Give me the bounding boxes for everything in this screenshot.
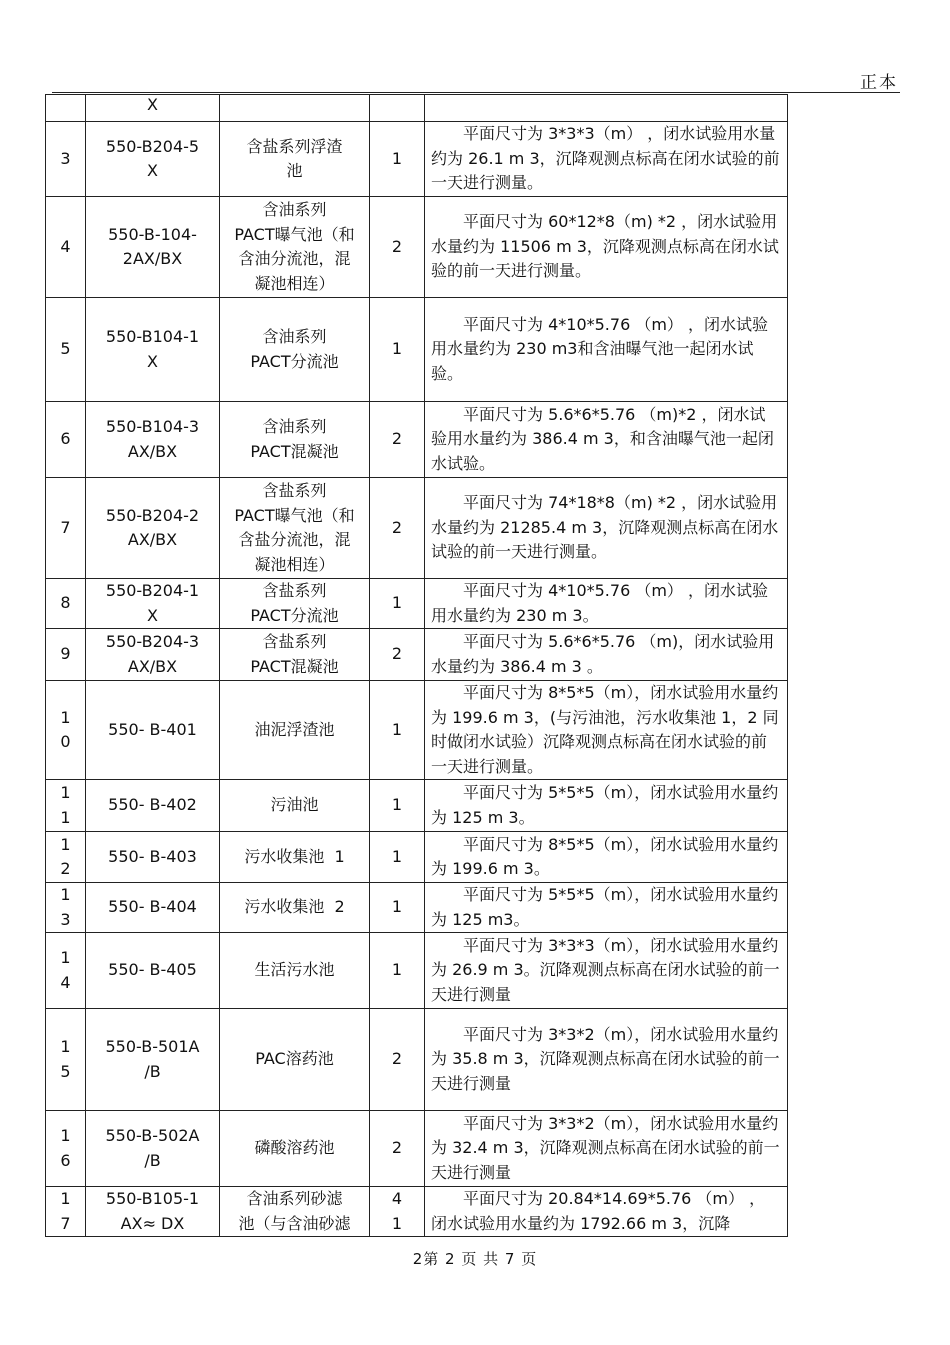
table-row <box>46 298 788 402</box>
item-description <box>425 478 788 579</box>
row-number <box>46 95 86 122</box>
row-number: 5 <box>46 298 86 402</box>
row-number: 1 7 <box>46 1187 86 1237</box>
item-quantity: 2 <box>370 478 425 579</box>
item-code: 550- B-403 <box>86 832 220 883</box>
table-row <box>46 933 788 1009</box>
item-name: 油泥浮渣池 <box>220 681 370 780</box>
item-name <box>220 95 370 122</box>
item-code: 550-B-502A /B <box>86 1111 220 1187</box>
item-code: 550- B-401 <box>86 681 220 780</box>
description-text: 平面尺寸为 8*5*5（m），闭水试验用水量约为 199.6 m 3。 <box>431 834 779 878</box>
item-description <box>425 1187 788 1237</box>
item-code: 550- B-402 <box>86 780 220 832</box>
table-row <box>46 1009 788 1111</box>
table-row <box>46 402 788 478</box>
item-code: 550-B-104- 2AX/BX <box>86 197 220 298</box>
item-name: 含油系列 PACT混凝池 <box>220 402 370 478</box>
description-text: 平面尺寸为 3*3*2（m），闭水试验用水量约为 32.4 m 3，沉降观测点标高在闭水试验的前一天进行测量 <box>431 1113 780 1182</box>
item-description <box>425 933 788 1009</box>
description-text: 平面尺寸为 60*12*8（m) *2 ，闭水试验用水量约为 11506 m 3，沉降观测点标高在闭水试验的前一天进行测量。 <box>431 212 779 281</box>
item-quantity: 2 <box>370 629 425 681</box>
item-code: 550-B204-2 AX/BX <box>86 478 220 579</box>
item-description <box>425 883 788 933</box>
table-row <box>46 122 788 197</box>
table-row <box>46 629 788 681</box>
document-header-label: 正本 <box>860 73 898 93</box>
table-row <box>46 478 788 579</box>
table-row <box>46 95 788 122</box>
item-quantity: 1 <box>370 933 425 1009</box>
description-text: 平面尺寸为 5*5*5（m），闭水试验用水量约为 125 m 3。 <box>431 783 779 827</box>
description-text: 平面尺寸为 20.84*14.69*5.76 （m） ，闭水试验用水量约为 1792.66 m 3，沉降 <box>431 1189 766 1233</box>
item-code: 550-B204-1 X <box>86 579 220 629</box>
item-description <box>425 197 788 298</box>
row-number: 6 <box>46 402 86 478</box>
item-quantity: 2 <box>370 402 425 478</box>
item-code: X <box>86 95 220 122</box>
item-description <box>425 1009 788 1111</box>
item-name: 污水收集池 1 <box>220 832 370 883</box>
row-number: 4 <box>46 197 86 298</box>
description-text: 平面尺寸为 3*3*3（m），闭水试验用水量约为 26.9 m 3。沉降观测点标高在闭水试验的前一天进行测量 <box>431 935 780 1004</box>
description-text: 平面尺寸为 4*10*5.76 （m） ，闭水试验用水量约为 230 m3和含油曝气池一起闭水试验。 <box>431 314 769 383</box>
item-description <box>425 402 788 478</box>
item-description <box>425 832 788 883</box>
description-text: 平面尺寸为 5.6*6*5.76 （m)*2 ，闭水试验用水量约为 386.4 m 3，和含油曝气池一起闭水试验。 <box>431 404 774 473</box>
page-footer: 2第 2 页 共 7 页 <box>412 1250 538 1268</box>
item-code: 550-B204-3 AX/BX <box>86 629 220 681</box>
item-quantity: 2 <box>370 197 425 298</box>
row-number: 1 0 <box>46 681 86 780</box>
description-text: 平面尺寸为 5.6*6*5.76 （m)，闭水试验用水量约为 386.4 m 3 。 <box>431 632 775 676</box>
item-description <box>425 122 788 197</box>
description-text: 平面尺寸为 74*18*8（m) *2 ，闭水试验用水量约为 21285.4 m 3，沉降观测点标高在闭水试验的前一天进行测量。 <box>431 493 779 562</box>
row-number: 8 <box>46 579 86 629</box>
item-code: 550-B104-1 X <box>86 298 220 402</box>
item-description <box>425 629 788 681</box>
item-quantity: 2 <box>370 1111 425 1187</box>
table-row <box>46 579 788 629</box>
row-number: 1 1 <box>46 780 86 832</box>
item-quantity: 1 <box>370 681 425 780</box>
item-name: 含盐系列 PACT混凝池 <box>220 629 370 681</box>
item-name: 含油系列 PACT分流池 <box>220 298 370 402</box>
row-number: 1 3 <box>46 883 86 933</box>
table-body <box>46 95 788 1237</box>
description-text: 平面尺寸为 8*5*5（m），闭水试验用水量约为 199.6 m 3，(与污油池，污水收集池 1，2 同时做闭水试验）沉降观测点标高在闭水试验的前一天进行测量。 <box>431 683 779 776</box>
table-row <box>46 883 788 933</box>
item-name: 含盐系列 PACT分流池 <box>220 579 370 629</box>
item-code: 550-B104-3 AX/BX <box>86 402 220 478</box>
item-description <box>425 579 788 629</box>
row-number: 1 4 <box>46 933 86 1009</box>
item-code: 550- B-405 <box>86 933 220 1009</box>
description-text: 平面尺寸为 3*3*3（m） ，闭水试验用水量约为 26.1 m 3，沉降观测点标高在闭水试验的前一天进行测量。 <box>431 124 780 193</box>
description-text: 平面尺寸为 5*5*5（m），闭水试验用水量约为 125 m3。 <box>431 885 779 929</box>
header-rule <box>52 92 900 93</box>
item-description <box>425 298 788 402</box>
row-number: 7 <box>46 478 86 579</box>
description-text: 平面尺寸为 4*10*5.76 （m） ，闭水试验用水量约为 230 m 3。 <box>431 581 769 625</box>
description-text: 平面尺寸为 3*3*2（m），闭水试验用水量约为 35.8 m 3，沉降观测点标高在闭水试验的前一天进行测量 <box>431 1024 780 1093</box>
item-description <box>425 95 788 122</box>
item-quantity: 4 1 <box>370 1187 425 1237</box>
item-name: 含盐系列 PACT曝气池（和 含盐分流池，混 凝池相连） <box>220 478 370 579</box>
item-quantity: 1 <box>370 579 425 629</box>
item-description <box>425 1111 788 1187</box>
item-description <box>425 681 788 780</box>
item-quantity: 2 <box>370 1009 425 1111</box>
table-row <box>46 681 788 780</box>
item-name: 磷酸溶药池 <box>220 1111 370 1187</box>
row-number: 1 6 <box>46 1111 86 1187</box>
item-quantity: 1 <box>370 832 425 883</box>
item-code: 550-B105-1 AX≈ DX <box>86 1187 220 1237</box>
item-name: 含盐系列浮渣 池 <box>220 122 370 197</box>
item-name: 含油系列 PACT曝气池（和 含油分流池，混 凝池相连） <box>220 197 370 298</box>
item-quantity <box>370 95 425 122</box>
item-description <box>425 780 788 832</box>
table-row <box>46 1111 788 1187</box>
table-row <box>46 1187 788 1237</box>
row-number: 1 2 <box>46 832 86 883</box>
item-code: 550- B-404 <box>86 883 220 933</box>
item-quantity: 1 <box>370 122 425 197</box>
row-number: 9 <box>46 629 86 681</box>
test-table <box>45 94 788 1237</box>
item-name: 污水收集池 2 <box>220 883 370 933</box>
item-code: 550-B204-5 X <box>86 122 220 197</box>
item-name: 污油池 <box>220 780 370 832</box>
item-name: 含油系列砂滤 池（与含油砂滤 <box>220 1187 370 1237</box>
item-quantity: 1 <box>370 298 425 402</box>
item-code: 550-B-501A /B <box>86 1009 220 1111</box>
row-number: 3 <box>46 122 86 197</box>
table-row <box>46 197 788 298</box>
table-row <box>46 780 788 832</box>
table-row <box>46 832 788 883</box>
item-name: PAC溶药池 <box>220 1009 370 1111</box>
item-quantity: 1 <box>370 883 425 933</box>
item-quantity: 1 <box>370 780 425 832</box>
item-name: 生活污水池 <box>220 933 370 1009</box>
row-number: 1 5 <box>46 1009 86 1111</box>
